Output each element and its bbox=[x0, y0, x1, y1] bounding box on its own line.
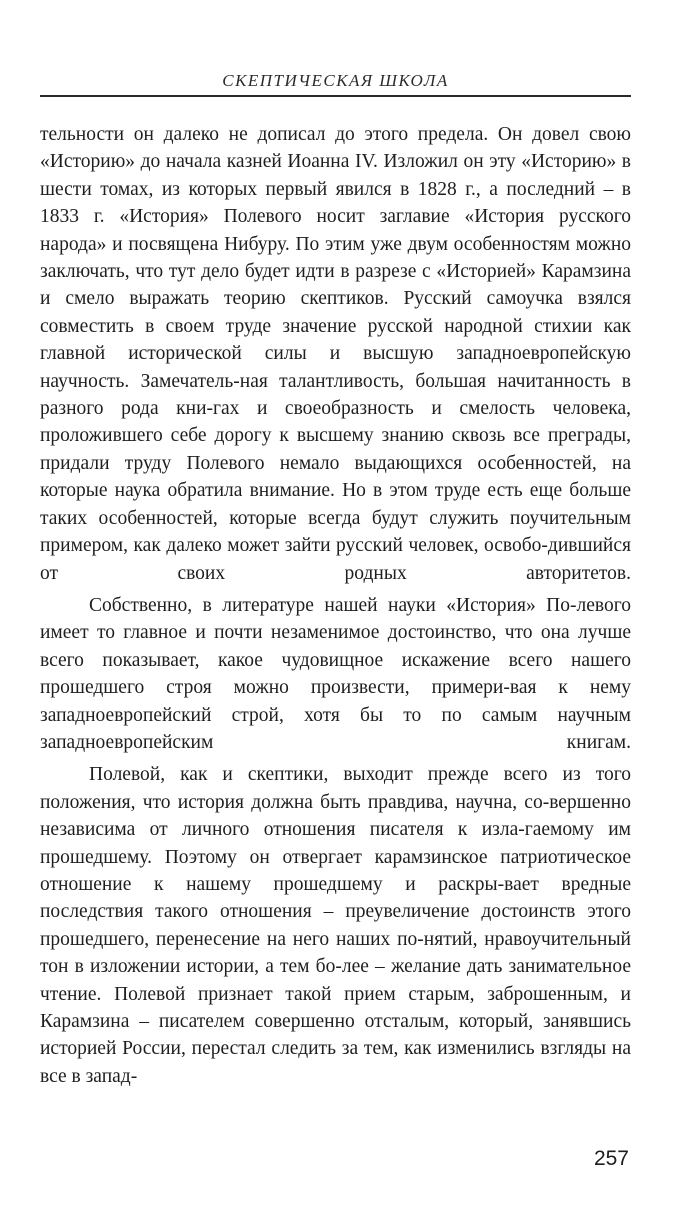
text-line: а последний – в 1833 г. «История» Полевого носит заглавие bbox=[40, 178, 632, 228]
text-line: силы и высшую западноевропейскую научность. Замечатель- bbox=[40, 343, 631, 392]
text-line: перестал следить за тем, как изменились взгляды на все в запад- bbox=[40, 1038, 631, 1087]
text-line: в разрезе с «Историей» Карамзина и смело выражать теорию bbox=[40, 261, 631, 310]
text-line: всего нашего прошедшего строя можно произвести, примери- bbox=[40, 649, 632, 699]
text-line: такой прием старым, заброшенным, и Карамзина – писателем bbox=[40, 983, 631, 1032]
text-line: что она лучше всего показывает, какое чудовищное искажение bbox=[40, 622, 631, 671]
text-line: вая к нему западноевропейский строй, хотя бы то по самым bbox=[40, 677, 631, 726]
text-line: дорогу к высшему знанию сквозь все преграды, придали труду bbox=[40, 425, 632, 474]
text-line: скептиков. Русский самоучка взялся совместить в своем труде bbox=[40, 288, 632, 337]
text-line: гах и своеобразность и смелость человека, проложившего себе bbox=[40, 398, 631, 447]
paragraph bbox=[40, 761, 631, 1090]
running-head-title: СКЕПТИЧЕСКАЯ ШКОЛА bbox=[222, 71, 449, 90]
text-line: «История русского народа» и посвящена Нибуру. По этим уже bbox=[40, 206, 632, 255]
text-line: примером, как далеко может зайти русский человек, освобо- bbox=[40, 535, 548, 557]
text-line: левого имеет то главное и почти незаменимое достоинство, bbox=[40, 594, 631, 644]
text-line: лее – желание дать занимательное чтение. Полевой признает bbox=[40, 956, 631, 1005]
header-rule bbox=[40, 95, 631, 97]
text-line: значение русской народной стихии как главной исторической bbox=[40, 315, 631, 365]
text-line: Полевой, как и скептики, выходит прежде всего из того bbox=[89, 764, 631, 786]
text-line: обратила внимание. Но в этом труде есть еще больше таких bbox=[40, 480, 631, 529]
text-line: ная талантливость, большая начитанность в разного рода кни- bbox=[40, 370, 631, 420]
text-line: нятий, нравоучительный тон в изложении истории, а тем бо- bbox=[40, 928, 631, 978]
text-line: тельности он далеко не дописал до этого предела. Он довел bbox=[40, 124, 580, 145]
text-line: свою «Историю» до начала казней Иоанна IV. Изложил он эту bbox=[40, 124, 631, 173]
text-line: научным западноевропейским книгам. bbox=[40, 704, 632, 753]
paragraph bbox=[40, 121, 631, 587]
page-number: 257 bbox=[593, 1147, 629, 1170]
text-line: особенностей, которые всегда будут служить поучительным bbox=[98, 507, 631, 529]
text-line: гаемому им прошедшему. Поэтому он отвергает карамзинское bbox=[40, 819, 631, 868]
text-line: патриотическое отношение к нашему прошедшему и раскры- bbox=[40, 846, 632, 895]
text-line: двум особенностям можно заключать, что тут дело будет идти bbox=[40, 233, 632, 283]
text-line: Собственно, в литературе нашей науки «История» По- bbox=[89, 594, 577, 616]
text-line: вает вредные последствия такого отношения – преувеличение bbox=[40, 873, 631, 923]
text-line: «Историю» в шести томах, из которых первый явился в 1828 г., bbox=[40, 151, 631, 200]
body-text bbox=[40, 121, 631, 1090]
text-line: вершенно независима от личного отношения писателя к изла- bbox=[40, 791, 631, 841]
text-line: достоинств этого прошедшего, перенесение на него наших по- bbox=[40, 901, 631, 950]
text-line: положения, что история должна быть правдива, научна, со- bbox=[40, 791, 550, 813]
text-line: Полевого немало выдающихся особенностей, на которые наука bbox=[40, 452, 632, 502]
text-line: дившийся от своих родных авторитетов. bbox=[40, 535, 631, 584]
paragraph bbox=[40, 592, 631, 756]
text-line: совершенно отсталым, который, занявшись историей России, bbox=[40, 1011, 632, 1060]
